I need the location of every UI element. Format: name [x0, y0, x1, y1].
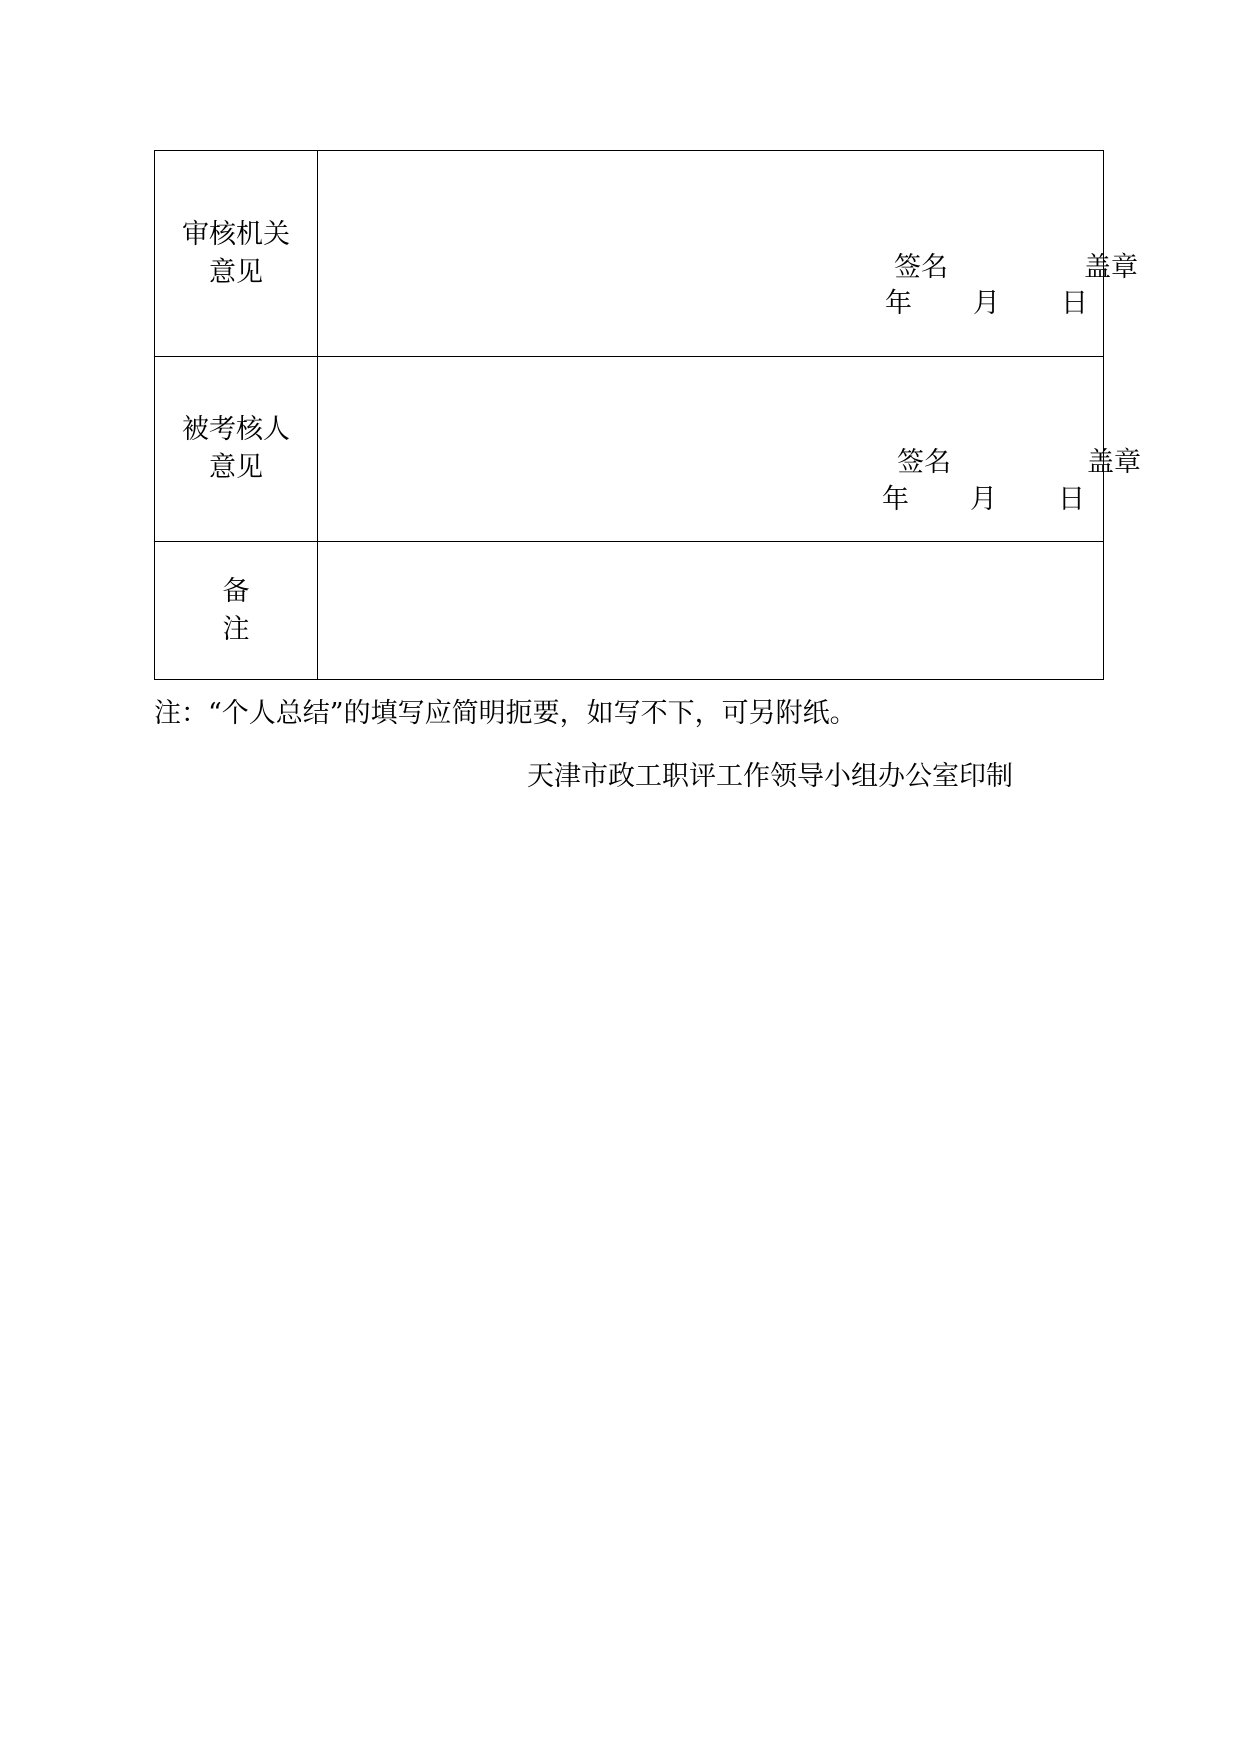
remarks-row: [155, 542, 1104, 680]
appraisee-label: [155, 357, 318, 542]
review-authority-row: [155, 151, 1104, 357]
month-label: 月: [970, 484, 997, 515]
seal-label: 盖章: [1084, 252, 1138, 283]
label-line: 审核机关: [182, 218, 290, 250]
remarks-field[interactable]: [318, 542, 1104, 680]
year-label: 年: [882, 484, 909, 515]
year-label: 年: [885, 288, 912, 319]
day-label: 日: [1061, 288, 1088, 319]
issuer-footer: 天津市政工职评工作领导小组办公室印制: [527, 761, 1013, 792]
label-line: 意见: [209, 256, 263, 288]
review-authority-label: [155, 151, 318, 357]
appraisee-opinion-field[interactable]: [318, 357, 1141, 542]
remarks-label: [155, 542, 318, 680]
appraisal-form-table: [154, 150, 1141, 680]
seal-label: 盖章: [1087, 447, 1141, 478]
label-line: 备: [222, 575, 250, 607]
signature-label: 签名: [894, 252, 948, 283]
review-authority-opinion-field[interactable]: [318, 151, 1138, 357]
signature-label: 签名: [897, 447, 951, 478]
day-label: 日: [1058, 484, 1085, 515]
month-label: 月: [973, 288, 1000, 319]
label-line: 意见: [209, 452, 263, 483]
label-line: 被考核人: [182, 414, 290, 445]
label-line: 注: [222, 613, 250, 645]
appraisee-row: [155, 357, 1104, 542]
form-note: 注：“个人总结”的填写应简明扼要，如写不下，可另附纸。: [154, 698, 857, 729]
